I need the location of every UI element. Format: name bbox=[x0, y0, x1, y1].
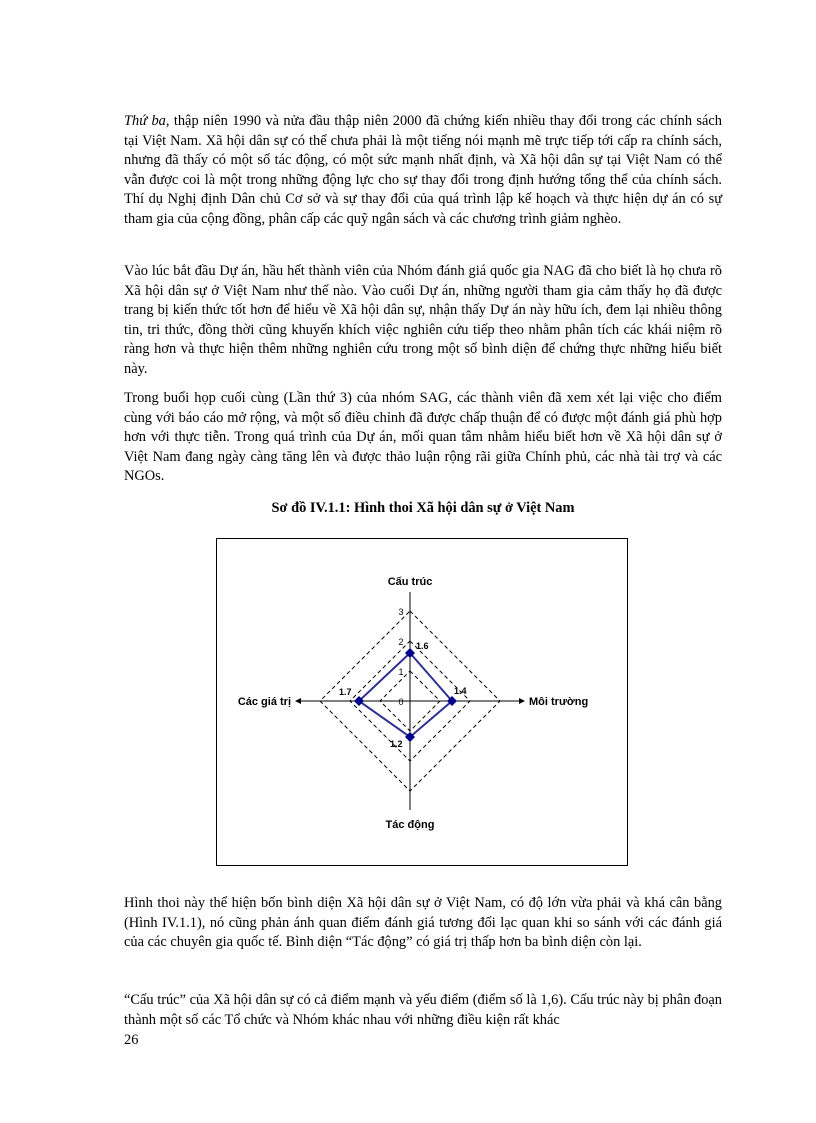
tick-label-0: 0 bbox=[398, 697, 404, 707]
figure-frame bbox=[216, 538, 628, 866]
radar-chart bbox=[217, 539, 627, 865]
page-number: 26 bbox=[124, 1032, 139, 1048]
axis-label-1: Môi trường bbox=[529, 696, 589, 708]
value-label-1: 1.4 bbox=[454, 686, 467, 696]
series-diamond bbox=[359, 653, 452, 737]
tick-label-3: 3 bbox=[398, 607, 404, 617]
value-label-3: 1.7 bbox=[339, 687, 352, 697]
paragraph-1 bbox=[124, 112, 722, 229]
paragraph-2: Vào lúc bắt đầu Dự án, hầu hết thành viên của Nhóm đánh giá quốc gia NAG đã cho biết là họ chưa rõ Xã hội dân sự ở Việt Nam như thế nào. Vào cuối Dự án, những người tham gia cảm thấy họ đã được trang bị kiến thức tốt hơn để hiểu về Xã hội dân sự, nhận thấy Dự án này hữu ích, đem lại nhiều thông tin, tri thức, đồng thời cũng khuyến khích việc nghiên cứu tiếp theo nhằm phân tích các khái niệm rõ ràng hơn và thực hiện thêm những nghiên cứu trong một số bình diện để chứng thực những hiểu biết này. bbox=[124, 263, 722, 377]
paragraph-3: Trong buổi họp cuối cùng (Lần thứ 3) của nhóm SAG, các thành viên đã xem xét lại việc cho điểm cùng với báo cáo mở rộng, và một số điều chỉnh đã được chấp thuận để có được một đánh giá phù hợp hơn với thực tiễn. Trong quá trình của Dự án, mối quan tâm nhằm hiểu biết hơn về Xã hội dân sự ở Việt Nam đang ngày càng tăng lên và được thảo luận rộng rãi giữa Chính phủ, các nhà tài trợ và các NGOs. bbox=[124, 390, 722, 484]
axis-label-2: Tác động bbox=[385, 819, 435, 831]
paragraph-4: Hình thoi này thể hiện bốn bình diện Xã hội dân sự ở Việt Nam, có độ lớn vừa phải và khá cân bằng (Hình IV.1.1), nó cũng phản ánh quan điểm đánh giá tương đối lạc quan khi so sánh với các đánh giá của các chuyên gia quốc tế. Bình diện “Tác động” có giá trị thấp hơn ba bình diện còn lại. bbox=[124, 895, 722, 950]
tick-label-2: 2 bbox=[398, 637, 404, 647]
axis-label-0: Cấu trúc bbox=[387, 576, 433, 588]
arrow-left-icon bbox=[295, 698, 301, 704]
radar-series bbox=[354, 648, 457, 742]
figure-caption: Sơ đồ IV.1.1: Hình thoi Xã hội dân sự ở Việt Nam bbox=[271, 500, 575, 516]
paragraph-5: “Cấu trúc” của Xã hội dân sự có cả điểm mạnh và yếu điểm (điểm số là 1,6). Cấu trúc này bị phân đoạn thành một số các Tổ chức và Nhóm khác nhau với những điều kiện rất khác bbox=[124, 992, 722, 1028]
value-label-0: 1.6 bbox=[416, 641, 429, 651]
paragraph-1-lead: Thứ ba bbox=[124, 113, 166, 129]
value-label-2: 1.2 bbox=[390, 739, 403, 749]
tick-label-1: 1 bbox=[398, 667, 404, 677]
radar-axes bbox=[295, 592, 525, 810]
axis-label-3: Các giá trị bbox=[237, 696, 291, 708]
radar-labels bbox=[238, 576, 588, 831]
paragraph-1-body: , thập niên 1990 và nửa đầu thập niên 2000 đã chứng kiến nhiều thay đổi trong các chính sách tại Việt Nam. Xã hội dân sự có thể chưa phải là một tiếng nói mạnh mẽ trực tiếp tới cấp ra chính sách, nhưng đã thấy có một số tác động, có một sức mạnh nhất định, và Xã hội dân sự tại Việt Nam có thể vẫn được coi là một trong những động lực cho sự thay đổi trong định hướng tổng thể của chính sách. Thí dụ Nghị định Dân chủ Cơ sở và sự thay đổi của quá trình lập kế hoạch và thực hiện dự án có sự tham gia của cộng đồng, phân cấp các quỹ ngân sách và các chương trình giảm nghèo. bbox=[124, 113, 722, 227]
arrow-right-icon bbox=[519, 698, 525, 704]
